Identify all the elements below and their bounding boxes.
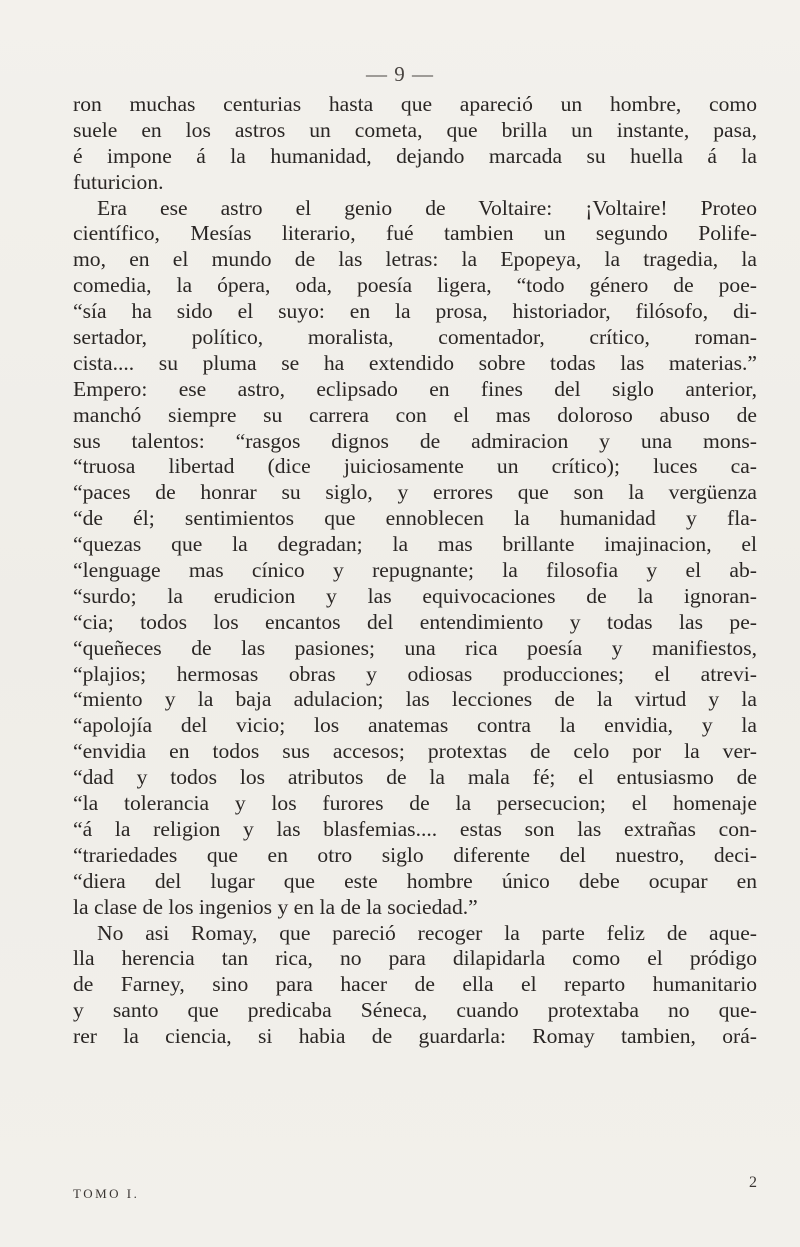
text-line: “queñeces de las pasiones; una rica poesía y manifiestos, xyxy=(73,635,757,660)
text-line: “quezas que la degradan; la mas brillante imajinacion, el xyxy=(73,532,757,557)
text-line: “lenguage mas cínico y repugnante; la filosofia y el ab- xyxy=(73,558,757,583)
text-line: “miento y la baja adulacion; las lecciones de la virtud y la xyxy=(73,687,757,712)
text-line: cista.... su pluma se ha extendido sobre todas las materias.” xyxy=(73,350,757,375)
text-line: “envidia en todos sus accesos; protextas de celo por la ver- xyxy=(73,739,757,764)
text-line: Era ese astro el genio de Voltaire: ¡Voltaire! Proteo xyxy=(97,195,757,220)
text-line: No asi Romay, que pareció recoger la parte feliz de aque- xyxy=(97,920,757,945)
text-line: la clase de los ingenios y en la de la sociedad.” xyxy=(73,894,478,919)
signature-mark: TOMO I. xyxy=(73,1186,140,1201)
text-line: lla herencia tan rica, no para dilapidarla como el pródigo xyxy=(73,946,757,971)
text-line: “la tolerancia y los furores de la persecucion; el homenaje xyxy=(73,791,757,816)
text-line: ron muchas centurias hasta que apareció un hombre, como xyxy=(73,92,757,116)
text-line: futuricion. xyxy=(73,169,164,194)
text-line: sertador, político, moralista, comentador, crítico, roman- xyxy=(73,325,757,350)
text-line: “á la religion y las blasfemias.... estas son las extrañas con- xyxy=(73,816,757,841)
text-line: “truosa libertad (dice juiciosamente un crítico); luces ca- xyxy=(73,454,757,479)
text-line: y santo que predicaba Séneca, cuando protextaba no que- xyxy=(73,998,757,1023)
text-line: “sía ha sido el suyo: en la prosa, historiador, filósofo, di- xyxy=(73,299,757,324)
page-footer xyxy=(73,1174,757,1204)
text-line: Empero: ese astro, eclipsado en fines del siglo anterior, xyxy=(73,376,757,401)
text-line: “de él; sentimientos que ennoblecen la humanidad y fla- xyxy=(73,506,757,531)
text-line: “plajios; hermosas obras y odiosas producciones; el atrevi- xyxy=(73,661,757,686)
text-line: “dad y todos los atributos de la mala fé; el entusiasmo de xyxy=(73,765,757,790)
text-line: é impone á la humanidad, dejando marcada su huella á la xyxy=(73,143,757,168)
text-line: “trariedades que en otro siglo diferente del nuestro, deci- xyxy=(73,842,757,867)
text-line: “diera del lugar que este hombre único debe ocupar en xyxy=(73,868,757,893)
text-line: manchó siempre su carrera con el mas doloroso abuso de xyxy=(73,402,757,427)
text-line: rer la ciencia, si habia de guardarla: Romay tambien, orá- xyxy=(73,1024,757,1049)
signature-number: 2 xyxy=(749,1174,757,1191)
text-line: mo, en el mundo de las letras: la Epopeya, la tragedia, la xyxy=(73,247,757,272)
text-line: científico, Mesías literario, fué tambien un segundo Polife- xyxy=(73,221,757,246)
text-line: suele en los astros un cometa, que brilla un instante, pasa, xyxy=(73,117,757,142)
text-line: “cia; todos los encantos del entendimiento y todas las pe- xyxy=(73,609,757,634)
page-body-text xyxy=(73,92,757,1050)
text-line: de Farney, sino para hacer de ella el reparto humanitario xyxy=(73,972,757,997)
text-line: sus talentos: “rasgos dignos de admiracion y una mons- xyxy=(73,428,757,453)
text-line: “paces de honrar su siglo, y errores que son la vergüenza xyxy=(73,480,757,505)
text-line: “apolojía del vicio; los anatemas contra la envidia, y la xyxy=(73,713,757,738)
text-line: “surdo; la erudicion y las equivocaciones de la ignoran- xyxy=(73,583,757,608)
page-number: — 9 — xyxy=(366,62,434,86)
text-line: comedia, la ópera, oda, poesía ligera, “todo género de poe- xyxy=(73,273,757,298)
